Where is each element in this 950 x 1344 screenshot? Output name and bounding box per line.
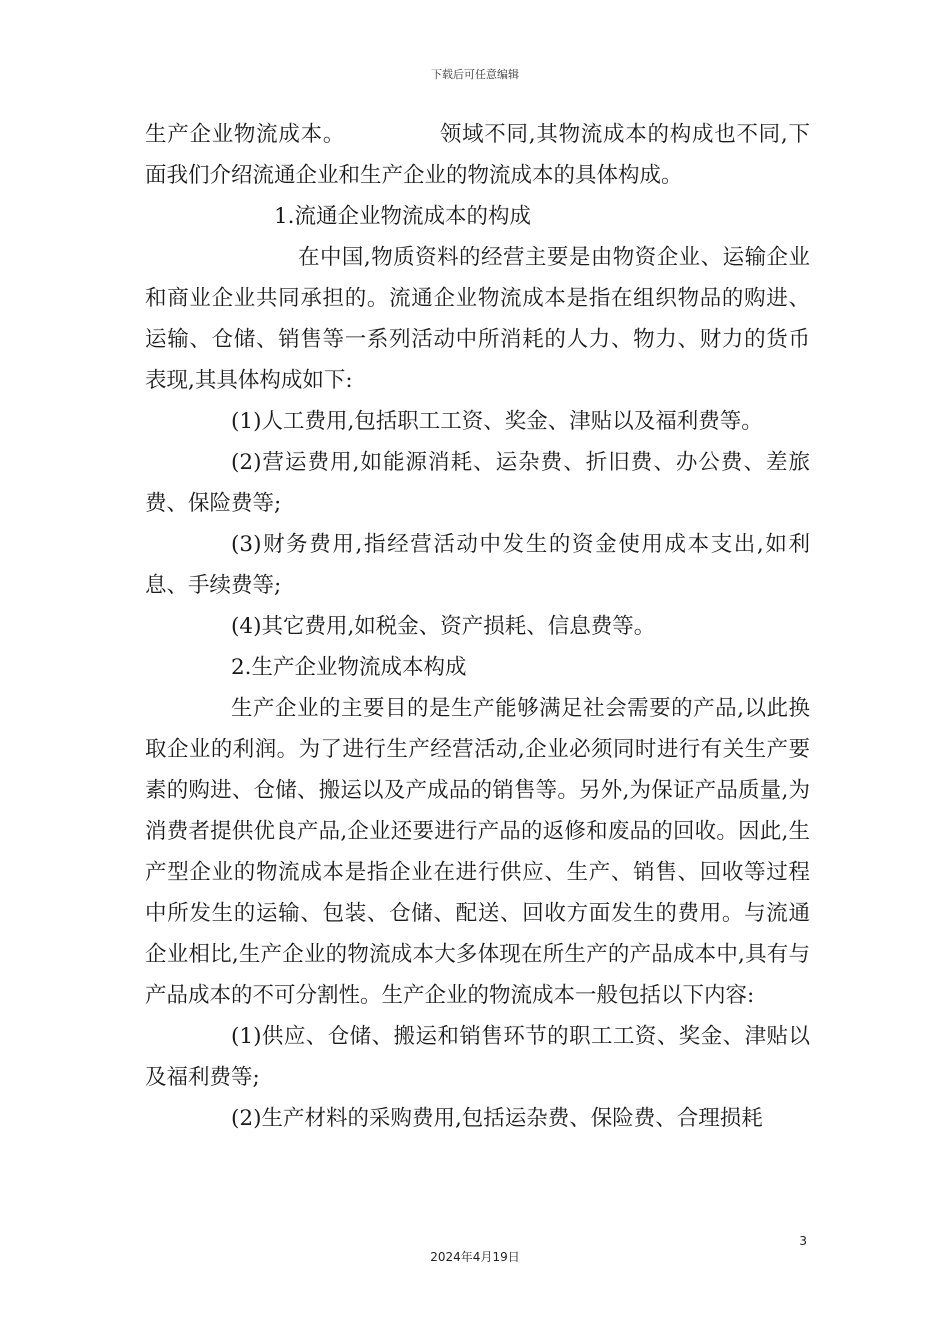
paragraph-circulation: 在中国,物质资料的经营主要是由物资企业、运输企业和商业企业共同承担的。流通企业物流成本是指在组织物品的购进、运输、仓储、销售等一系列活动中所消耗的人力、物力、财力的货币表现,其具体构成如下: (145, 245, 810, 393)
list-item: (2)生产材料的采购费用,包括运杂费、保险费、合理损耗 (231, 1106, 763, 1131)
document-body (145, 114, 810, 1139)
list-item: (2)营运费用,如能源消耗、运杂费、折旧费、办公费、差旅费、保险费等; (145, 450, 810, 516)
page-number: 3 (799, 1234, 807, 1248)
section-heading-2: 2.生产企业物流成本构成 (231, 655, 467, 680)
list-item: (1)供应、仓储、搬运和销售环节的职工工资、奖金、津贴以及福利费等; (145, 1024, 810, 1090)
list-item: (4)其它费用,如税金、资产损耗、信息费等。 (231, 614, 656, 639)
paragraph-production: 生产企业的主要目的是生产能够满足社会需要的产品,以此换取企业的利润。为了进行生产经营活动,企业必须同时进行有关生产要素的购进、仓储、搬运以及产成品的销售等。另外,为保证产品质量,为消费者提供优良产品,企业还要进行产品的返修和废品的回收。因此,生产型企业的物流成本是指企业在进行供应、生产、销售、回收等过程中所发生的运输、包装、仓储、配送、回收方面发生的费用。与流通企业相比,生产企业的物流成本大多体现在所生产的产品成本中,具有与产品成本的不可分割性。生产企业的物流成本一般包括以下内容: (145, 696, 810, 1008)
section-heading-1: 1.流通企业物流成本的构成 (274, 204, 532, 229)
page-header: 下载后可任意编辑 (431, 68, 519, 81)
list-item: (1)人工费用,包括职工工资、奖金、津贴以及福利费等。 (231, 409, 763, 434)
paragraph-intro (145, 114, 810, 196)
paragraph-intro-rest: 领域不同,其物流成本的构成也不同,下面我们介绍流通企业和生产企业的物流成本的具体构成。 (145, 122, 810, 188)
paragraph-intro-start: 生产企业物流成本。 (145, 122, 346, 147)
list-item: (3)财务费用,指经营活动中发生的资金使用成本支出,如利息、手续费等; (145, 532, 810, 598)
page-footer-date: 2024年4月19日 (430, 1250, 520, 1264)
